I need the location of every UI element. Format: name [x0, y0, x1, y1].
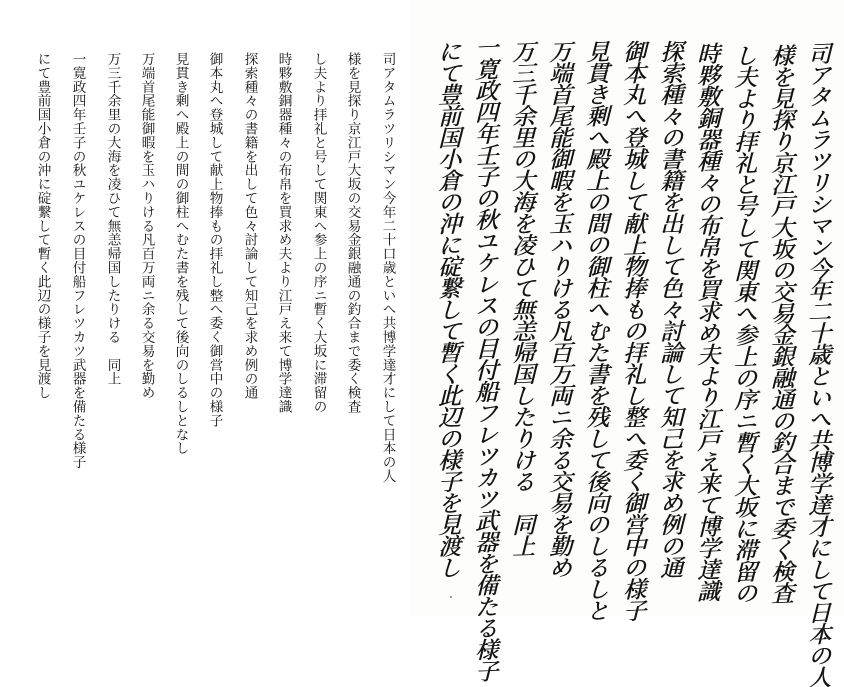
transcription-line: 探索種々の書籍を出して色々討論して知己を求め例の通	[241, 52, 258, 400]
speck	[450, 596, 452, 598]
manuscript-line: し夫より拝礼と号して関東へ参上の序ニ暫く大坂に滞留の	[730, 43, 756, 604]
transcription-line: 見貫き剰へ殿上の間の御柱へむた書を残して後向のしるしとなし	[172, 52, 189, 456]
transcription-line: にて豊前国小倉の沖に碇繋して暫く此辺の様子を見渡し	[34, 52, 51, 400]
manuscript-line: 万端首尾能御暇を玉ハりける凡百万両ニ余る交易を勤め	[545, 39, 571, 578]
manuscript-line: 万三千余里の大海を凌ひて無恙帰国したりける 同上	[508, 39, 534, 557]
manuscript-line: 御本丸へ登城して献上物捧もの拝礼し整へ委く御営中の様子	[619, 39, 645, 621]
manuscript-line: 様を見探り京江戸大坂の交易金銀融通の釣合まで委く検査	[767, 43, 793, 604]
manuscript-line: 時夥敷銅器種々の布帛を買求め夫より江戸え来て博学達識	[693, 41, 719, 602]
transcription-line: 万三千余里の大海を凌ひて無恙帰国したりける 同上	[104, 52, 121, 386]
manuscript-line: 見貫き剰へ殿上の間の御柱へむた書を残して後向のしるしと	[582, 39, 608, 621]
transcription-line: 司アタムラツリシマン今年二十口歳といへ共博学達才にして日本の人	[379, 52, 396, 483]
manuscript-line: 司アタムラツリシマン今年二十歳といへ共博学達才にして日本の人	[804, 41, 830, 687]
transcription-line: 万端首尾能御暇を玉ハりける凡百万両ニ余る交易を勤め	[138, 52, 155, 400]
transcription-line: 御本丸へ登城して献上物捧もの拝礼し整へ委く御営中の様子	[206, 52, 223, 428]
transcription-line: 時夥敷銅器種々の布帛を買求め夫より江戸え来て博学達識	[275, 52, 292, 414]
transcription-line: 様を見探り京江戸大坂の交易金銀融通の釣合まで委く検査	[344, 52, 361, 414]
manuscript-line: 探索種々の書籍を出して色々討論して知己を求め例の通	[656, 39, 682, 578]
printed-transcription	[0, 0, 410, 616]
manuscript-line: 一寛政四年壬子の秋ユケレスの目付船フレツカツ武器を備たる様子	[471, 35, 497, 682]
transcription-line: 一寛政四年壬子の秋ユケレスの目付船フレツカツ武器を備たる様子	[69, 52, 86, 469]
transcription-line: し夫より拝礼と号して関東へ参上の序ニ暫く大坂に滞留の	[310, 52, 327, 414]
handwritten-manuscript	[410, 0, 844, 687]
manuscript-line: にて豊前国小倉の沖に碇繋して暫く此辺の様子を見渡し	[434, 39, 460, 578]
